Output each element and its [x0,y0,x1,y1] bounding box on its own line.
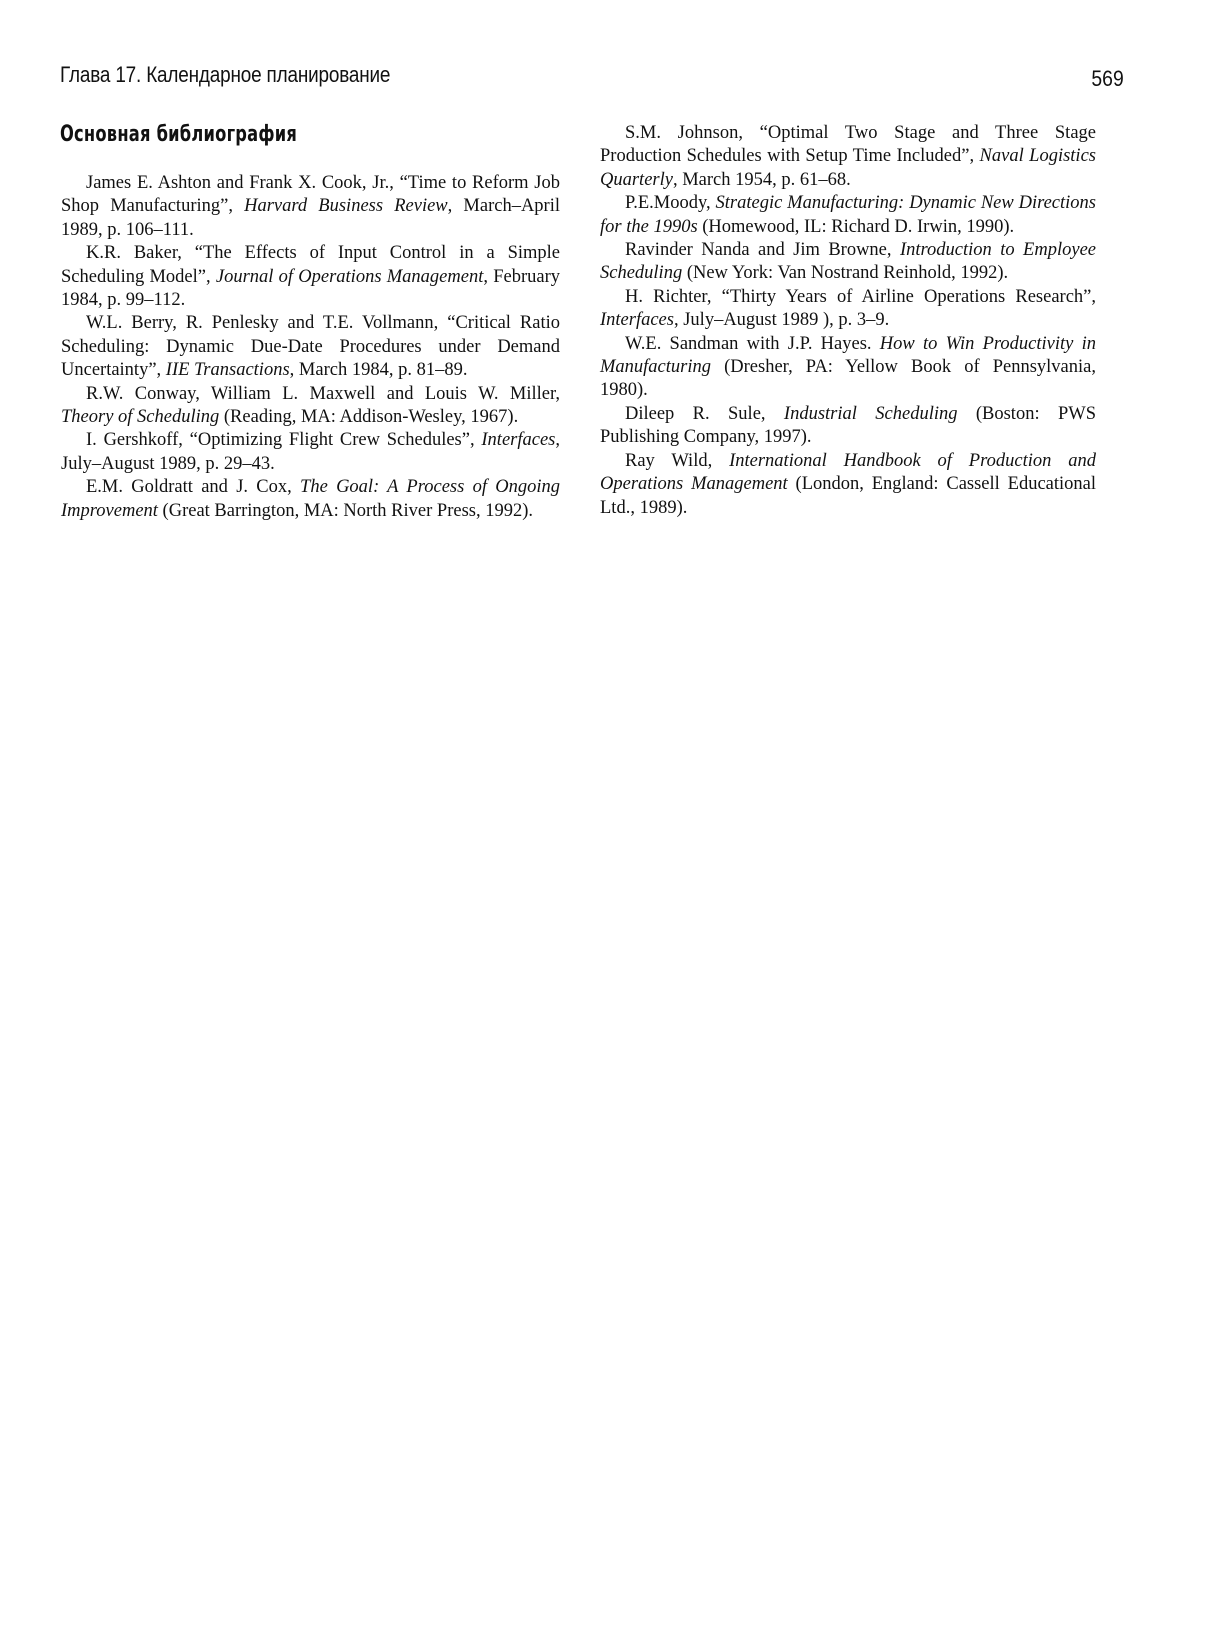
entry-text: Ravinder Nanda and Jim Browne, [625,240,900,261]
entry-text: P.E.Moody, [625,193,716,214]
bibliography-entry [61,172,560,242]
bibliography-entry [61,383,560,430]
entry-text: , March–April 1989, p. 106–111. [61,196,561,240]
entry-text: (London, England: Cassell Educational Ltd., 1989). [600,474,1096,518]
entry-text: James E. Ashton and Frank X. Cook, Jr., “Time to Reform Job Shop Manufacturing”, [61,173,560,217]
bibliography-entry [600,450,1096,520]
entry-text: , February 1984, p. 99–112. [61,266,560,311]
entry-title: Harvard Business Review [244,196,448,217]
entry-text: (Reading, MA: Addison-Wesley, 1967). [219,407,519,428]
entry-text: Dileep R. Sule, [625,403,784,424]
bibliography-entry [61,242,560,312]
entry-text: H. Richter, “Thirty Years of Airline Operations Research”, [625,286,1096,307]
entry-title: Interfaces [481,430,556,451]
entry-text: W.L. Berry, R. Penlesky and T.E. Vollmann, “Critical Ratio Scheduling: Dynamic Due-Date Procedures under Demand Uncertainty”, [61,313,560,381]
entry-title: Industrial Scheduling [783,403,958,424]
bibliography-column-right [600,122,1096,520]
entry-text: K.R. Baker, “The Effects of Input Control in a Simple Scheduling Model”, [61,243,560,287]
bibliography-entry [600,403,1096,450]
entry-text: I. Gershkoff, “Optimizing Flight Crew Schedules”, [86,430,482,451]
entry-title: How to Win Productivity in Manufacturing [600,333,1096,378]
entry-title: Theory of Scheduling [61,407,220,428]
bibliography-entry [61,476,560,523]
entry-title: The Goal: A Process of Ongoing Improvement [61,477,560,521]
entry-text: , July–August 1989 ), p. 3–9. [673,310,890,331]
entry-text: , July–August 1989, p. 29–43. [61,430,560,474]
entry-text: , March 1984, p. 81–89. [289,360,468,381]
section-title: Основная библиография [60,122,298,147]
entry-title: Introduction to Employee Scheduling [600,240,1096,284]
bibliography-column-left [61,172,560,523]
entry-text: (New York: Van Nostrand Reinhold, 1992). [682,263,1009,284]
bibliography-entry [600,192,1096,239]
bibliography-entry [600,122,1096,192]
entry-title: IIE Transactions [165,360,290,381]
bibliography-entry [600,286,1096,333]
entry-title: International Handbook of Production and Operations Management [600,450,1096,495]
entry-text: (Homewood, IL: Richard D. Irwin, 1990). [697,216,1015,237]
page-number: 569 [1091,66,1124,91]
entry-text: E.M. Goldratt and J. Cox, [86,477,301,498]
entry-title: Journal of Operations Management [215,266,484,287]
entry-text: R.W. Conway, William L. Maxwell and Louis W. Miller, [86,383,560,404]
entry-text: Ray Wild, [625,450,730,471]
entry-title: Strategic Manufacturing: Dynamic New Directions for the 1990s [600,193,1096,237]
entry-text: S.M. Johnson, “Optimal Two Stage and Three Stage Production Schedules with Setup Time Included”, [600,123,1096,167]
entry-text: (Great Barrington, MA: North River Press, 1992). [157,500,533,521]
entry-text: (Dresher, PA: Yellow Book of Pennsylvania, 1980). [600,357,1096,401]
bibliography-entry [600,333,1096,403]
bibliography-entry [600,239,1096,286]
entry-text: , March 1954, p. 61–68. [672,169,851,190]
bibliography-entry [61,312,560,382]
running-head: Глава 17. Календарное планирование [60,62,391,87]
bibliography-entry [61,429,560,476]
entry-title: Naval Logistics Quarterly [600,146,1096,190]
entry-title: Interfaces [600,310,674,331]
entry-text: (Boston: PWS Publishing Company, 1997). [600,403,1096,448]
entry-text: W.E. Sandman with J.P. Hayes. [625,333,880,354]
